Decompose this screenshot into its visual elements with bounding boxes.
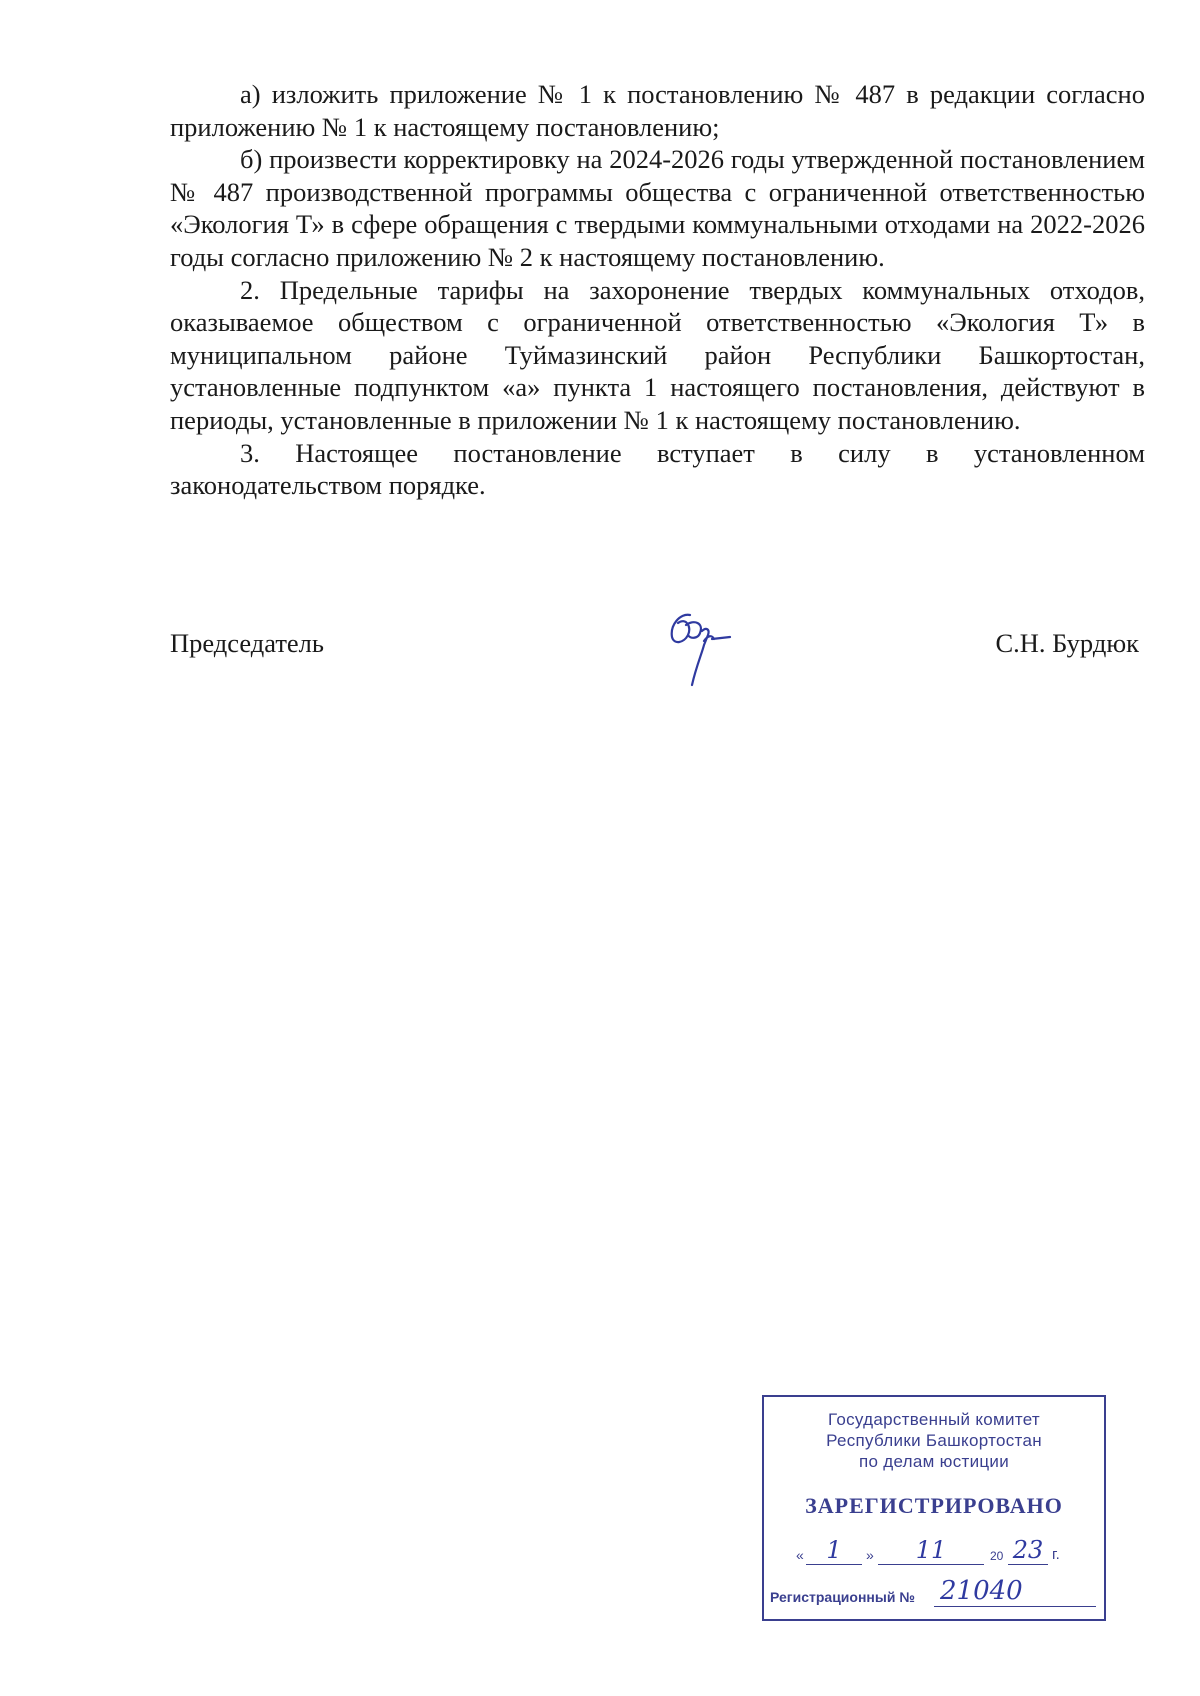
- paragraph-2: 2. Предельные тарифы на захоронение твердых коммунальных отходов, оказываемое обществом с ограниченной ответственностью «Экология Т» в муниципальном районе Туймазинский район Республики Башкортостан, установленные подпунктом «а» пункта 1 настоящего постановления, действуют в периоды, установленные в приложении № 1 к настоящему постановлению.: [170, 274, 1145, 435]
- stamp-org-line: Государственный комитет: [827, 1410, 1041, 1429]
- stamp-org-line: по делам юстиции: [858, 1452, 1010, 1471]
- stamp-year-suffix: г.: [1052, 1546, 1060, 1563]
- stamp-registration: [770, 1577, 1096, 1607]
- stamp-quote-close: »: [866, 1547, 874, 1563]
- stamp-month: 11: [878, 1536, 984, 1565]
- paragraph-3: 3. Настоящее постановление вступает в силу в установленном законодательством порядке.: [170, 437, 1145, 501]
- stamp-date: [796, 1535, 1086, 1565]
- document-body: [170, 78, 1145, 502]
- stamp-reg-label: Регистрационный №: [770, 1589, 915, 1605]
- stamp-organization: [764, 1409, 1104, 1472]
- handwritten-signature: [650, 605, 740, 700]
- signatory-role: Председатель: [170, 628, 324, 658]
- stamp-reg-number: 21040: [934, 1576, 1096, 1607]
- paragraph-b: б) произвести корректировку на 2024-2026 годы утвержденной постановлением № 487 производственной программы общества с ограниченной ответственностью «Экология Т» в сфере обращения с твердыми коммунальными отходами на 2022-2026 годы согласно приложению № 2 к настоящему постановлению.: [170, 144, 1145, 272]
- registration-stamp: [762, 1395, 1106, 1621]
- stamp-day: 1: [806, 1536, 862, 1565]
- signatory-name: С.Н. Бурдюк: [995, 628, 1139, 658]
- stamp-org-line: Республики Башкортостан: [826, 1431, 1042, 1450]
- stamp-title: ЗАРЕГИСТРИРОВАНО: [805, 1493, 1063, 1518]
- paragraph-a: а) изложить приложение № 1 к постановлению № 487 в редакции согласно приложению № 1 к настоящему постановлению;: [170, 79, 1145, 142]
- stamp-quote-open: «: [796, 1547, 804, 1563]
- stamp-year: 23: [1008, 1536, 1048, 1565]
- stamp-century: 20: [990, 1549, 1004, 1563]
